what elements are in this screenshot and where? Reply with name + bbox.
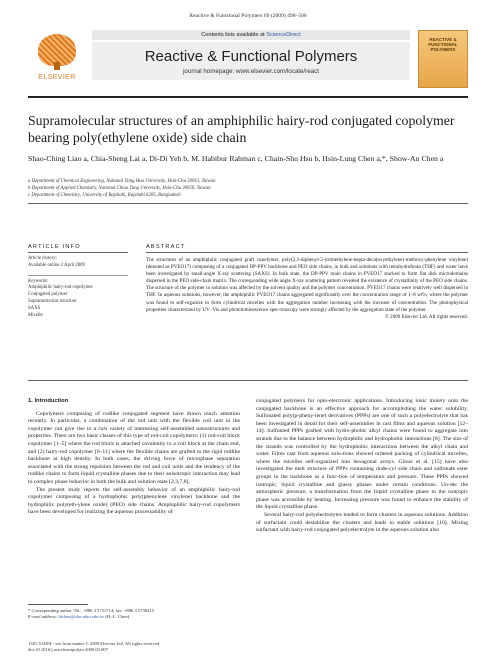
email-line bbox=[28, 614, 248, 620]
email-link[interactable]: hlchen@che.nthu.edu.tw bbox=[58, 614, 105, 620]
copyright-line: © 2009 Elsevier Ltd. All rights reserved. bbox=[384, 313, 468, 320]
keywords-label: Keywords: bbox=[28, 278, 49, 284]
issn-line: 1381-5148/$ - see front matter © 2009 Elsevier Ltd. All rights reserved. bbox=[28, 641, 161, 646]
contents-prefix: Contents lists available at bbox=[201, 32, 267, 38]
email-suffix: (H.-L. Chen). bbox=[104, 614, 131, 620]
bottom-info bbox=[28, 641, 248, 653]
intro-paragraph-2: The present study reports the self-assembly behavior of an amphiphilic hairy-rod copolymer composing of a hydrophobic poly(phenylene vinylene) backbone and the hydrophilic poly(eth-ylene oxide) (PEO) side chains. Amphiphilic hairy-rod copolymers have been developed for realizing the aqueous processability of bbox=[28, 486, 240, 516]
keyword-item: Micelle bbox=[28, 312, 43, 318]
history-value: Available online 2 April 2009 bbox=[28, 262, 85, 268]
info-divider bbox=[28, 275, 128, 276]
intro-paragraph-4: Several hairy-rod polyelectrolytes tended to form clusters in aqueous solutions. Addition of surfactant could destabilize the clusters and leads to stable solutions [16]. Mixing surfactant with hairy-rod conjugated polyelectrolyte in the aqueous solution also bbox=[256, 511, 468, 534]
keyword-item: SAXS bbox=[28, 305, 41, 311]
email-label: E-mail address: bbox=[28, 614, 59, 620]
intro-paragraph-3: conjugated polymers for opto-electronic applications. Introducing ionic moiety onto the conjugated backbone is an effective approach for accomplishing the water solubility. Sulfonated poly(p-pheny-lene) derivatives (PPPs) are one of such a polyelectrolyte that has been investigated in detail for their self-assemblies in cast films and aqueous solution [12–14]. Sulfonted PPPs grafted with hydro-phobic alkyl chains were found to aggregate into strands due to the balance between hydrophilic and hydrophobic interactions [8]. The size of the strands was controlled by the hydrophobic interactions between the alkyl chain and water. Films cast from aqueous solu-tions showed ordered packing of cylindrical micelles, where the micelles self-organized into hexagonal arrays. Gitsas et al. [15] have also investigated the melt structure of PPPs containing dode-cyl side chain and sulfonate ester groups in the backbone as a func-tion of temperature and pressure. These PPPs showed isotropic, liquid crystalline and glassy phases under certain conditions. Un-der the atmospheric pressure, a transformation from the liquid crystalline phase to the isotropic phase was accessible by heating. Increasing pressure was found to enhance the stability of the liquid crystalline phase. bbox=[256, 398, 468, 511]
contents-bar bbox=[92, 30, 410, 40]
body-left-column bbox=[28, 398, 240, 517]
keyword-item: Supramolecular structure bbox=[28, 298, 77, 304]
article-info-rule bbox=[28, 252, 128, 253]
affil-divider bbox=[28, 203, 468, 204]
journal-name: Reactive & Functional Polymers bbox=[144, 48, 358, 65]
article-title: Supramolecular structures of an amphiphilic hairy-rod conjugated copolymer bearing poly(ethylene oxide) side chain bbox=[28, 113, 455, 145]
cover-title: REACTIVE & FUNCTIONAL POLYMERS bbox=[428, 37, 458, 52]
abstract-bottom-rule bbox=[28, 380, 468, 381]
affiliations bbox=[28, 178, 468, 199]
affiliation-c: c Department of Chemistry, University of Rajshahi, Rajshahi 6205, Bangladesh bbox=[28, 193, 181, 198]
elsevier-logo-text: ELSEVIER bbox=[38, 74, 76, 81]
affiliation-b: b Department of Applied Chemistry, National Chiao Tung University, Hsin-Chu 30050, Taiwan bbox=[28, 186, 211, 191]
keyword-item: Amphiphilic hairy-rod copolymer bbox=[28, 285, 94, 291]
abstract-rule bbox=[146, 252, 468, 253]
elsevier-trunk bbox=[54, 62, 60, 70]
corresponding-author: * Corresponding author. Tel.: +886 3 5721714; fax: +886 3 5738415. bbox=[28, 608, 156, 613]
sciencedirect-link[interactable]: ScienceDirect bbox=[266, 32, 301, 38]
abstract-heading: ABSTRACT bbox=[146, 244, 186, 250]
body-right-column bbox=[256, 398, 468, 535]
keyword-item: Conjugated polymer bbox=[28, 292, 68, 298]
elsevier-logo[interactable] bbox=[28, 28, 86, 86]
article-info-heading: ARTICLE INFO bbox=[28, 244, 81, 250]
history-label: Article history: bbox=[28, 256, 58, 261]
footnote-rule bbox=[28, 604, 88, 605]
doi-line[interactable]: doi:10.1016/j.reactfunctpolym.2009.03.007 bbox=[28, 647, 108, 653]
journal-homepage[interactable]: journal homepage: www.elsevier.com/locate/react bbox=[183, 68, 319, 75]
running-header: Reactive & Functional Polymers 69 (2009) 498–506 bbox=[189, 13, 307, 19]
author-list: Shao-Ching Liao a, Chia-Sheng Lai a, Di-Di Yeh b, M. Habibur Rahman c, Chain-Shu Hsu b, Hsin-Lung Chen a,*, Show-An Chen a bbox=[28, 154, 444, 163]
abstract-body bbox=[146, 257, 468, 321]
section-heading: 1. Introduction bbox=[28, 398, 69, 404]
journal-cover-image bbox=[418, 30, 468, 88]
article-info bbox=[28, 256, 128, 319]
header-divider bbox=[28, 96, 468, 98]
intro-paragraph-1: Copolymers composing of rodlike conjugated segment have drawn much attention recently. In particular, a combination of the rod unit with the flexible coil unit in the copolymer can give rise to a rich variety of interesting self-assembled nanostructures and properties. There are two basic classes of this type of rod-coil copolymers: (1) rod-coil block copolymer [1–5] where the rod block is attached covalently to a coil block at the chain end, and (2) hairy-rod copolymer [6–11] where the flexible chains are grafted to the rigid rodlike backbone at high density. In both cases, the driving force of microphase separation associated with the strong repulsion between the rod and coil units and the tendency of the rodlike chains to form liquid crystalline phases due to their anisotropic interaction may lead to complex phase behavior in both the bulk and solution state [2,3,7,8]. bbox=[28, 410, 240, 485]
abstract-text: The structures of an amphiphilic conjugated graft copolymer, poly(2,3-diphenyl-5-(trimethylene-hepta-deca(oxyethylene)-methoxy-phenylene vinylene) (denoted as PVEO17) composing of a conjugated DP-PPV backbone and PEO side chains, in bulk and solutions with tetrahydrofuran (THF) and water have been investigated by small-angle X-ray scattering (SAXS). In bulk state, the DP-PPV main chains in PVEO17 stacked to form flat disk microdomains dispersed in the PEO side-chain matrix. The corresponding wide angle X-ray scattering pattern revealed the existence of crystallinity of the PEO side chains. The structure of the polymer in solution was affected by the solvent quality and the polymer concentration. PVEO17 chains were relatively well dispersed in THF. In aqueous solutions, however, the amphiphilic PVEO17 chains aggregated significantly over the concentration range of 1–8 wt%, where the polymer was found to self-organize to form cylindrical micelles with the aggregation number increasing with the increase of concentration. The photophysical properties characterized by UV–Vis and photoluminescence spec-troscopy were strongly affected by the aggregation state of the polymer. bbox=[146, 257, 468, 313]
footnote bbox=[28, 608, 248, 621]
affiliation-a: a Department of Chemical Engineering, National Tsing Hua University, Hsin-Chu 30013, Taiwan bbox=[28, 179, 216, 184]
